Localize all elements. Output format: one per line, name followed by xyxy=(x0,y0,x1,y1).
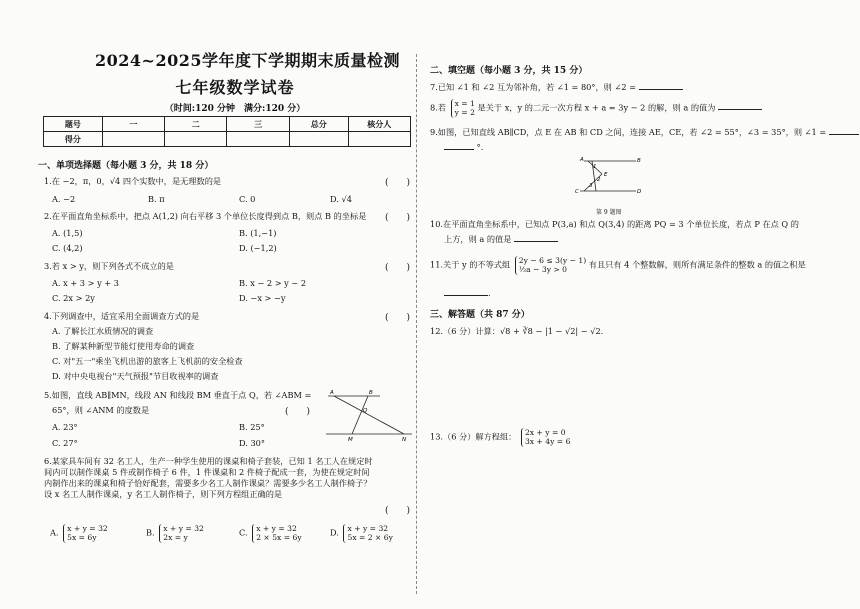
option-letter: A. xyxy=(50,527,59,538)
question-2-option-a: A. (1,5) xyxy=(52,228,83,238)
score-table-row xyxy=(44,132,411,147)
question-5-stem-line1: 5.如图，直线 AB∥MN，线段 AN 和线段 BM 垂直于点 Q，若 ∠ABM = xyxy=(44,390,312,400)
equation-bottom: 2 × 5x = 6y xyxy=(256,533,302,543)
section-2-heading: 二、填空题（每小题 3 分，共 15 分） xyxy=(430,66,588,76)
answer-blank[interactable] xyxy=(444,142,474,150)
equation-system xyxy=(252,524,301,543)
answer-blank[interactable] xyxy=(514,234,558,242)
equation-top: 2x + y = 0 xyxy=(524,428,566,437)
score-header-cell: 题号 xyxy=(44,117,103,132)
label-b: B xyxy=(369,390,373,396)
answer-paren: ( ) xyxy=(385,506,411,516)
label-angle-2: 2 xyxy=(597,177,601,183)
answer-blank[interactable] xyxy=(718,102,762,110)
question-2-option-c: C. (4,2) xyxy=(52,243,83,253)
label-a: A xyxy=(330,390,334,396)
question-5-option-a: A. 23° xyxy=(52,422,78,432)
label-a: A xyxy=(580,157,584,163)
question-3-option-b: B. x − 2 > y − 2 xyxy=(239,278,307,288)
question-8 xyxy=(430,99,762,118)
question-11 xyxy=(430,256,806,275)
question-9-stem: 9.如图，已知直线 AB∥CD，点 E 在 AB 和 CD 之间，连接 AE，CE，若 ∠2 = 55°，∠3 = 35°，则 ∠1 = xyxy=(430,127,827,137)
equation-bottom: 2x = y xyxy=(163,533,188,543)
label-d: D xyxy=(637,189,642,195)
question-13-prefix: 13.（6 分）解方程组： xyxy=(430,431,517,442)
question-9-unit: °. xyxy=(476,142,484,152)
equation-top: x + y = 32 xyxy=(67,524,108,533)
question-2-stem: 2.在平面直角坐标系中，把点 A(1,2) 向右平移 3 个单位长度得到点 B，则点 B 的坐标是 xyxy=(44,211,367,221)
equation-top: x + y = 32 xyxy=(256,524,297,533)
question-2-option-d: D. (−1,2) xyxy=(239,243,277,253)
segment-bm xyxy=(352,396,368,434)
segment-an xyxy=(334,396,404,434)
question-6-option-d xyxy=(330,524,393,543)
section-1-heading: 一、单项选择题（每小题 3 分，共 18 分） xyxy=(38,161,214,171)
equation-system xyxy=(63,524,108,543)
question-5-option-c: C. 27° xyxy=(52,438,78,448)
question-10-stem: 上方，则 a 的值是 xyxy=(444,234,512,244)
question-3-option-d: D. −x > −y xyxy=(239,293,286,303)
answer-blank[interactable] xyxy=(829,127,859,135)
question-1-stem: 1.在 −2，π，0，√4 四个实数中，是无理数的是 xyxy=(44,176,222,186)
score-cell[interactable] xyxy=(165,132,227,147)
label-angle-1: 1 xyxy=(593,164,597,170)
question-9-figure xyxy=(572,156,646,204)
score-header-cell: 核分人 xyxy=(348,117,410,132)
equation-top: x + y = 32 xyxy=(347,524,389,533)
question-6-option-a xyxy=(50,524,108,543)
inequality-bottom: ½a − 3y > 0 xyxy=(518,265,568,275)
score-header-cell: 三 xyxy=(227,117,289,132)
label-e: E xyxy=(604,172,608,178)
question-10-line1: 10.在平面直角坐标系中，已知点 P(3,a) 和点 Q(3,4) 的距离 PQ = 3 个单位长度，若点 P 在点 Q 的 xyxy=(430,219,799,229)
score-cell[interactable] xyxy=(348,132,410,147)
question-5-option-b: B. 25° xyxy=(239,422,265,432)
answer-blank[interactable] xyxy=(444,288,488,296)
question-3-option-c: C. 2x > 2y xyxy=(52,293,95,303)
time-score-note: （时间:120 分钟 满分:120 分） xyxy=(164,104,306,114)
option-letter: B. xyxy=(146,527,155,538)
question-1-option-c: C. 0 xyxy=(239,194,256,204)
equation-bottom: 5x = 6y xyxy=(67,533,97,543)
question-4-option-c: C. 对"五一"乘坐飞机出游的旅客上飞机前的安全检查 xyxy=(52,356,243,366)
period: . xyxy=(488,288,491,298)
answer-paren: ( ) xyxy=(385,178,411,188)
equation-system xyxy=(451,99,475,118)
question-4-stem: 4.下列调查中，适宜采用全面调查方式的是 xyxy=(44,311,200,321)
equation-bottom: 5x = 2 × 6y xyxy=(347,533,393,543)
question-1-option-d: D. √4 xyxy=(330,194,352,204)
question-6-option-c xyxy=(239,524,302,543)
equation-bottom: y = 2 xyxy=(454,108,475,118)
equation-system xyxy=(521,428,570,447)
column-divider xyxy=(416,54,417,594)
answer-blank[interactable] xyxy=(639,82,683,90)
answer-paren: ( ) xyxy=(285,407,311,417)
question-4-option-a: A. 了解长江水质情况的调查 xyxy=(52,326,154,336)
score-cell[interactable] xyxy=(102,132,164,147)
question-4-option-b: B. 了解某种新型节能灯使用寿命的调查 xyxy=(52,341,195,351)
equation-system xyxy=(343,524,392,543)
question-5-figure xyxy=(322,388,414,443)
question-8-suffix: 是关于 x，y 的二元一次方程 x + a = 3y − 2 的解，则 a 的值为 xyxy=(477,102,716,113)
question-12: 12.（6 分）计算：√8 + ∛8 − |1 − √2| − √2. xyxy=(430,326,604,336)
question-1-option-b: B. π xyxy=(148,194,165,204)
question-7-stem: 7.已知 ∠1 和 ∠2 互为邻补角，若 ∠1 = 80°，则 ∠2 = xyxy=(430,82,636,92)
question-2-option-b: B. (1,−1) xyxy=(239,228,277,238)
section-3-heading: 三、解答题（共 87 分） xyxy=(430,310,530,320)
label-angle-3: 3 xyxy=(589,183,593,189)
inequality-system xyxy=(515,256,586,275)
question-11-prefix: 11.关于 y 的不等式组 xyxy=(430,259,511,270)
question-11-answer-line xyxy=(444,288,491,299)
question-9-line1 xyxy=(430,127,859,138)
score-row-label: 得分 xyxy=(44,132,103,147)
equation-top: x + y = 32 xyxy=(163,524,204,533)
exam-title: 2024~2025学年度下学期期末质量检测 xyxy=(95,51,400,70)
question-8-prefix: 8.若 xyxy=(430,102,446,113)
answer-paren: ( ) xyxy=(385,213,411,223)
question-1-option-a: A. −2 xyxy=(52,194,76,204)
equation-bottom: 3x + 4y = 6 xyxy=(524,437,571,447)
answer-paren: ( ) xyxy=(385,313,411,323)
inequality-top: 2y − 6 ≤ 3(y − 1) xyxy=(518,256,587,265)
question-5-stem-line2: 65°，则 ∠ANM 的度数是 xyxy=(52,405,150,415)
exam-subtitle: 七年级数学试卷 xyxy=(175,78,295,97)
question-5-option-d: D. 30° xyxy=(239,438,265,448)
score-cell[interactable] xyxy=(289,132,348,147)
question-11-suffix: 有且只有 4 个整数解，则所有满足条件的整数 a 的值之积是 xyxy=(588,259,806,270)
label-q: Q xyxy=(363,408,368,414)
figure-9-caption: 第 9 题图 xyxy=(596,209,622,216)
score-table-header-row xyxy=(44,117,411,132)
equation-top: x = 1 xyxy=(454,99,475,108)
label-m: M xyxy=(348,437,353,443)
equation-system xyxy=(159,524,204,543)
question-10-line2 xyxy=(444,234,558,245)
question-3-option-a: A. x + 3 > y + 3 xyxy=(52,278,119,288)
score-table xyxy=(43,116,411,147)
option-letter: C. xyxy=(239,527,248,538)
question-7 xyxy=(430,82,683,93)
score-header-cell: 总分 xyxy=(289,117,348,132)
option-letter: D. xyxy=(330,527,339,538)
label-b: B xyxy=(637,158,641,164)
question-13 xyxy=(430,428,570,447)
question-6-option-b xyxy=(146,524,204,543)
question-3-stem: 3.若 x > y，则下列各式不成立的是 xyxy=(44,261,174,271)
label-c: C xyxy=(575,189,579,195)
label-n: N xyxy=(402,437,407,443)
question-6-stem: 6.某家具车间有 32 名工人，生产一种学生使用的课桌和椅子套装，已知 1 名工人在规定时间内可以制作课桌 5 件或制作椅子 6 件，1 件课桌和 2 件椅子配成一套，为使在规定时间内制作出来的课桌和椅子恰好配套，需要多少名工人制作课桌？需要多少名工人制作椅子？设 x 名工人制作课桌，y 名工人制作椅子，则下列方程组正确的是 xyxy=(44,456,373,500)
score-cell[interactable] xyxy=(227,132,289,147)
question-9-line2 xyxy=(444,142,483,153)
score-header-cell: 一 xyxy=(102,117,164,132)
question-4-option-d: D. 对中央电视台"天气预报"节目收视率的调查 xyxy=(52,371,219,381)
answer-paren: ( ) xyxy=(385,263,411,273)
score-header-cell: 二 xyxy=(165,117,227,132)
